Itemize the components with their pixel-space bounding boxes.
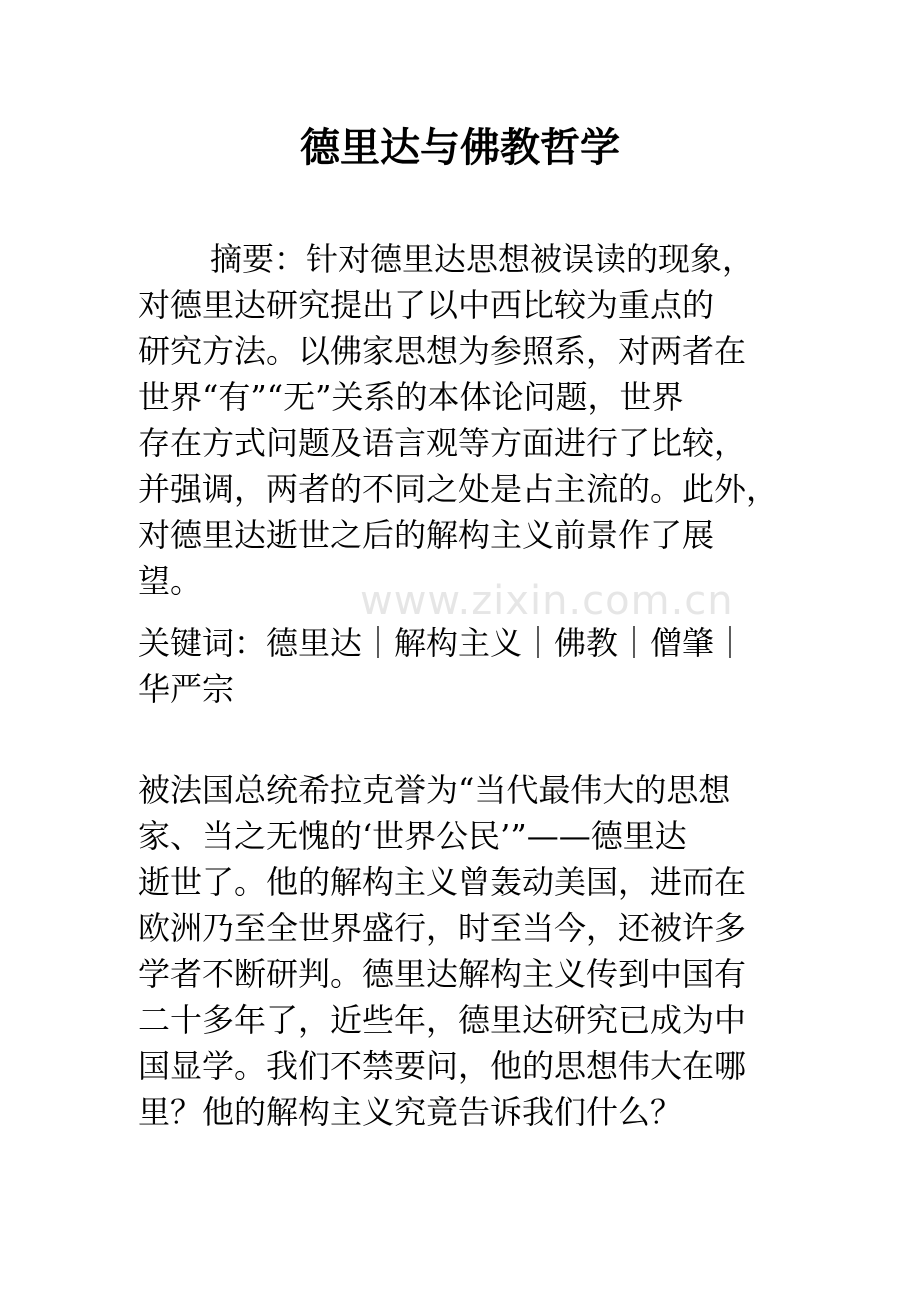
abstract-line: 摘要：针对德里达思想被误读的现象， <box>210 240 755 278</box>
keywords <box>138 620 788 712</box>
abstract-line: 研究方法。以佛家思想为参照系，对两者在 <box>138 332 747 370</box>
body-line: 被法国总统希拉克誉为“当代最伟大的思想 <box>138 771 731 809</box>
keywords-line: 华严宗 <box>138 670 235 708</box>
body-line: 里？他的解构主义究竟告诉我们什么？ <box>138 1093 683 1131</box>
body-paragraph <box>138 767 788 1135</box>
body-line: 逝世了。他的解构主义曾轰动美国，进而在 <box>138 863 747 901</box>
abstract-line: 对德里达逝世之后的解构主义前景作了展 <box>138 516 715 554</box>
abstract-line: 世界“有”“无”关系的本体论问题，世界 <box>138 378 684 416</box>
abstract-line: 望。 <box>138 562 203 600</box>
body-line: 家、当之无愧的‘世界公民’”——德里达 <box>138 817 687 855</box>
body-line: 欧洲乃至全世界盛行，时至当今，还被许多 <box>138 909 747 947</box>
keywords-line: 关键词：德里达｜解构主义｜佛教｜僧肇｜ <box>138 624 747 662</box>
watermark: www.zixin.com.cn <box>360 578 734 624</box>
abstract-line: 并强调，两者的不同之处是占主流的。此外， <box>138 470 779 508</box>
document-title: 德里达与佛教哲学 <box>300 124 620 171</box>
abstract <box>138 236 788 604</box>
body-line: 二十多年了，近些年，德里达研究已成为中 <box>138 1001 747 1039</box>
body-line: 国显学。我们不禁要问，他的思想伟大在哪 <box>138 1047 747 1085</box>
abstract-line: 对德里达研究提出了以中西比较为重点的 <box>138 286 715 324</box>
body-line: 学者不断研判。德里达解构主义传到中国有 <box>138 955 747 993</box>
abstract-line: 存在方式问题及语言观等方面进行了比较， <box>138 424 747 462</box>
